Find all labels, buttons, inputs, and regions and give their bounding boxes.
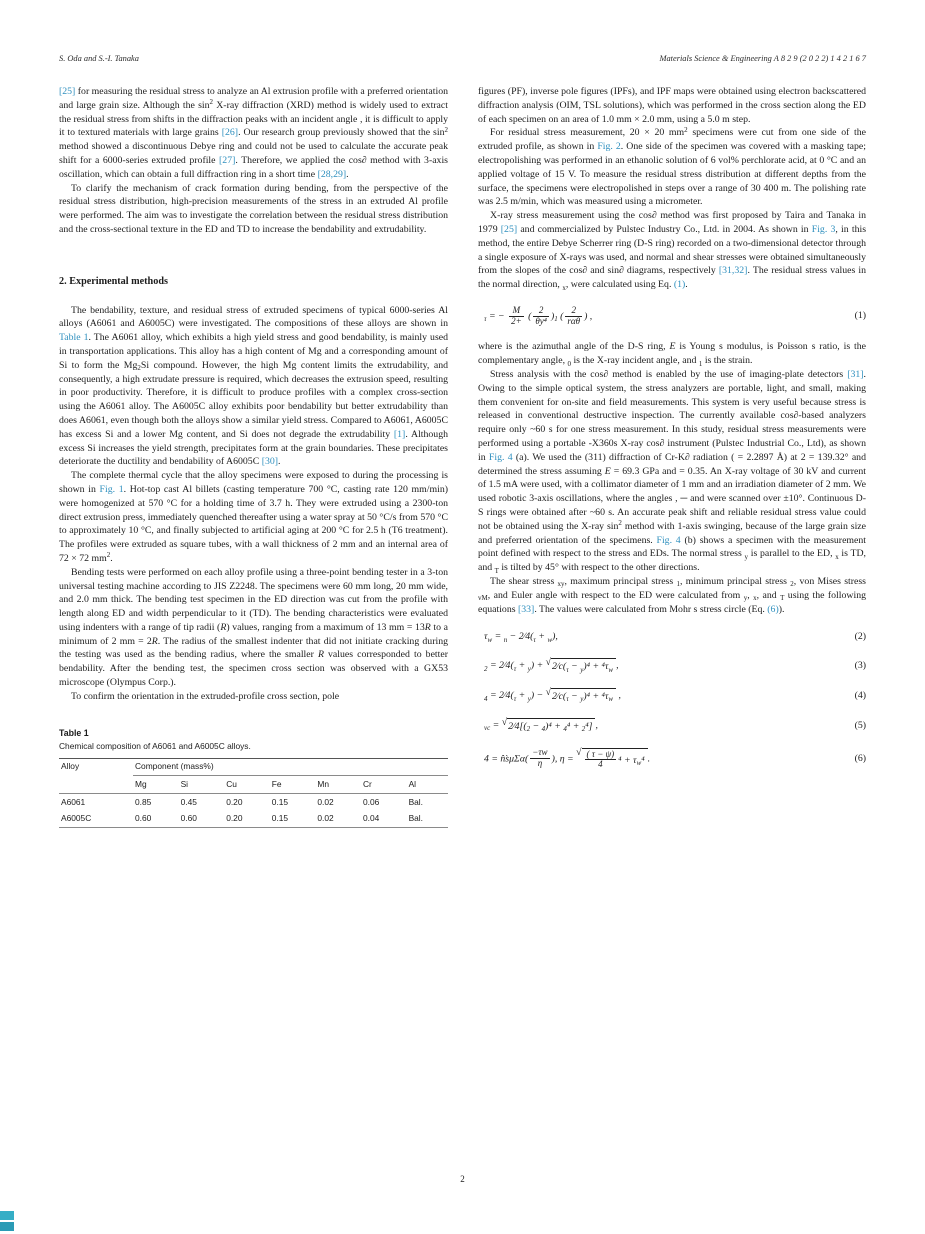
paragraph: The bendability, texture, and residual stress of extruded specimens of typical 6000-series Al alloys (A6061 and A6005C) were investigated. The compositions of these alloys are shown in Table 1. The A6061 alloy, which exhibits a high yield stress and good bendability, is mainly used in transportation applications. This alloy has a high content of Mg and a corresponding amount of Si to form the $Mg_2Si$ compound. However, the high Mg content limits the extrudability, and consequently, a high extrudate pressure is required, which decreases the extrusion speed, resulting in poor productivity. Therefore, it is difficult to produce profiles with a complex cross-section using the A6061 alloy. The A6005C alloy exhibits poor bendability but better extrudability than does A6061, even though both the alloys show a similar yield stress. Compared to A6061, A6005C has excess Si and a lower Mg content, and Si does not degrade the extrudability [1]. Although excess Si increases the yield strength, precipitates form at the grain boundaries. These precipitates deteriorate the ductility and bendability of A6005C [30]. [59,304,449,468]
equation-number: (6) [854,752,866,764]
section-heading: 2. Experimental methods [59,275,168,287]
citation-link[interactable]: [25] [500,223,518,235]
equation-number: (5) [854,719,866,731]
citation-link[interactable]: [30] [261,456,279,468]
paragraph: Bending tests were performed on each alloy profile using a three-point bending tester in a 3-ton universal testing machine according to JIS Z2248. The specimens were 60 mm long, 20 mm wide, and 2.0 mm thick. The bending test specimen in the ED direction was cut from the profile with length along ED and width perpendicular to it (TD). The bending characteristics were evaluated using indenters with a range of tip radii (R) values, ranging from a maximum of 13 mm = 13R to a minimum of 2 mm = 2R. The radius of the smallest indenter that did not initiate cracking during the testing was used as the bending radius, where the smaller R values corresponded to better bendability. After the bending test, the specimen cross section was observed with a GX53 microscope (Olympus Corp.). [59,566,448,689]
equation [478,630,866,644]
table-cell-value: Bal. [408,813,423,824]
table-cell-alloy: A6061 [61,796,86,807]
citation-link[interactable]: [31] [847,369,864,381]
citation-link[interactable]: [25] [59,86,76,97]
paragraph: X-ray stress measurement using the cos∂ method was first proposed by Taira and Tanaka in 1979 [25] and commercialized by Pulstec Industry Co., Ltd. in 2004. As shown in Fig. 3, in this method, the entire Debye Scherrer ring (D-S ring) recorded on a two-dimensional detector through a single exposure of X-rays was used, and normal and shear stresses were obtained simultaneously from the slopes of the cos∂ and sin∂ diagrams, respectively [31,32]. The residual stress values in the normal direction, $_x$, were calculated using Eq. (1). [478,210,867,292]
paragraph: figures (PF), inverse pole figures (IPFs), and IPF maps were obtained using electron backscattered diffraction analysis (OIM, TSL solutions), which was performed in the cross section along the ED of each specimen on an area of 1.0 mm × 2.0 mm, using a 5.0 m step. [478,86,866,125]
paragraph: For residual stress measurement, 20 × 20 $mm^2$ specimens were cut from one side of the extruded profile, as shown in Fig. 2. One side of the specimen was covered with a masking tape; electropolishing was performed in an ethanolic solution of 6 vol% perchlorate acid, at 0 °C and an applied voltage of 15 V. To measure the residual stress distribution at different depths from the surface, the specimens were electropolished in steps over a range of 30 400 m. The polishing rate was 2.5 m/min, which was measured using a micrometer. [478,125,866,208]
corner-marker-bottom [0,1222,14,1231]
citation-link[interactable]: [28,29] [317,168,347,180]
table-row [59,794,448,811]
table-cell-value: 0.04 [362,813,380,824]
paragraph: [25] for measuring the residual stress to analyze an Al extrusion profile with a preferred orientation and large grain size. Although the $\sin^2 X-ray$ diffraction (XRD) method is widely used to extract the residual stress from shifts in the diffraction peaks with an incident angle , it is difficult to apply it to textured materials with large grains [26]. Our research group previously showed that the $\sin^2$ method showed a discontinuous Debye ring and could not be used to calculate the accurate peak shift for a 6000-series extruded profile [27]. Therefore, we applied the cos∂ method with 3-axis oscillation, which can obtain a full diffraction ring in a short time [28,29]. [59,86,448,180]
table-column-header: Cr [361,776,407,794]
equation [478,718,866,734]
table-header-alloy: Alloy [59,758,133,793]
equation-body: $\tau_w = _n$ − $2∕4(_\tau + _w)$, [484,631,558,644]
corner-marker-top [0,1211,14,1220]
table-1-grid [59,758,448,829]
table-column-header: Fe [270,776,316,794]
citation-link[interactable]: Fig. 1 [99,483,124,495]
equation-body: $_{vc}$ = √ $2∕4[(_2 - _4)^4 + _4^4 + _2^4]$ , [484,716,598,734]
table-cell-alloy: A6005C [61,813,92,824]
table-cell-value: 0.02 [317,813,334,824]
table-label: Table 1 [59,727,89,738]
paragraph: where is the azimuthal angle of the D-S ring, E is Young s modulus, is Poisson s ratio, is the complementary angle, $_0$ is the X-ray incident angle, and $_1$ is the strain. [478,341,866,368]
table-row [59,811,448,828]
paragraph: To confirm the orientation in the extruded-profile cross section, pole [71,690,340,702]
equation-body: $_4 = 2∕4(_\tau + _y)$ − √ $2∕c(_\tau - _y)^4 + ^4\tau_w$ , [484,686,621,704]
equation [478,658,866,674]
table-cell-value: 0.06 [362,796,380,807]
table-column-header: Al [407,776,448,794]
table-cell-value: 0.15 [271,796,289,807]
paragraph: To clarify the mechanism of crack formation during bending, from the perspective of the residual stress distribution, high-precision measurements of the stress in an extruded Al profile were performed. The aim was to investigate the correlation between the residual stress distribution and the cross-sectional texture in the ED and TD to increase the bendability and extrudability. [59,182,448,235]
header-journal: Materials Science & Engineering A 8 2 9 (2 0 2 2) 1 4 2 1 6 7 [659,54,866,63]
citation-link[interactable]: (6) [767,603,779,615]
equation-body: 4 = n̂s̀μΣα( $\frac{-\tau w}{\eta}$ ), η = √ $\frac{( \tau - \psi)}{4}$ $^4 + \tau_w^4$ . [484,746,651,770]
equation [478,748,866,770]
table-1 [59,728,448,829]
equation-number: (2) [854,631,866,643]
citation-link[interactable]: Fig. 4 [656,534,681,546]
equation-body: $_\tau$ = − $\frac{M}{2+}$ ( $\frac{2}{\text{θy⁴}}$ )$_1$ ( $\frac{2}{\text{rαθ}}$ ) , [484,304,593,326]
table-column-header: Cu [224,776,270,794]
citation-link[interactable]: Fig. 2 [597,141,621,153]
citation-link[interactable]: Fig. 4 [488,451,513,463]
table-cell-value: 0.45 [180,796,197,807]
paragraph: Stress analysis with the cos∂ method is enabled by the use of imaging-plate detectors [31]. Owing to the simple optical system, the stress analyzers are portable, light, and small, making them convenient for on-site and field measurements. This system is very useful because stress is released in conventional destructive inspection. The currently available cos∂-based analyzers require only ~60 s for one stress measurement. In this study, residual stress measurements were performed using a portable -X360s X-ray cos∂ instrument (Pulstec Industrial Co., Ltd), as shown in Fig. 4 (a). We used the (311) diffraction of Cr-K∂ radiation ( = 2.2897 Å) at 2 = 139.32° and determined the stress assuming E = 69.3 GPa and = 0.35. An X-ray voltage of 30 kV and current of 1.5 mA were used, with a collimator diameter of 1 mm and an irradiation diameter of 2 mm. We used robotic 3-axis oscillations, where the angles , ─ and were scanned over ±10°. Continuous D-S rings were obtained after ~60 s. An accurate peak shift and reliable residual stress value could not be obtained using the X-ray $\sin^2$ method with 1-axis swinging, because of the large grain size and preferred orientation of the specimens. Fig. 4 (b) shows a specimen with the measurement point defined with respect to the stress and EDs. The normal stress $_y$ is parallel to the ED, $_x$ is TD, and $_T$ is tilted by 45° with respect to the other directions. [478,369,867,575]
citation-link[interactable]: [33] [518,603,535,615]
table-column-header: Mg [133,776,179,794]
right-column [478,85,866,784]
equation [478,306,866,326]
citation-link[interactable]: [26] [221,127,239,139]
equation-body: $_2 = 2∕4(_\tau + _y)$ + √ $2∕c(_\tau - _y)^4 + ^4\tau_w$ , [484,657,619,674]
equation-number: (4) [854,689,866,701]
table-cell-value: 0.60 [180,813,197,824]
page-header [59,54,866,63]
equation-number: (1) [854,310,866,322]
table-cell-value: 0.20 [226,796,243,807]
citation-link[interactable]: [27] [219,154,236,166]
table-column-header: Si [179,776,225,794]
paragraph: The complete thermal cycle that the alloy specimens were exposed to during the processing is shown in Fig. 1. Hot-top cast Al billets (casting temperature 700 °C, casting rate 120 mm/min) were homogenized at 570 °C for a holding time of 3.7 h. They were extruded using a 2300-ton direct extrusion press, immediately quenched thereafter using a water spray at 50 °C/s from 570 °C to approximately 10 °C, and finally subjected to artificial aging at 200 °C for 2.5 h (T6 treatment). The profiles were extruded as square tubes, with a wall thickness of 2 mm and an internal area of 72 × 72 $mm^2$. [59,470,448,564]
table-cell-value: 0.02 [317,796,334,807]
table-header-group: Component (mass%) [133,758,448,776]
header-authors: S. Oda and S.-I. Tanaka [59,54,139,63]
citation-link[interactable]: Fig. 3 [811,223,836,235]
equation-number: (3) [854,660,866,672]
equation [478,688,866,704]
citation-link[interactable]: (1) [673,279,686,291]
table-caption: Chemical composition of A6061 and A6005C alloys. [59,741,251,752]
paragraph: The shear stress $_{xy}$, maximum principal stress $_1$, minimum principal stress $_2$, von Mises stress $_{vM}$, and Euler angle with respect to the ED were calculated from $_y$, $_x$, and $_T$ using the following equations [33]. The values were calculated from Mohr s stress circle (Eq. (6)). [478,575,866,615]
table-cell-value: Bal. [408,796,423,807]
left-column [59,85,448,828]
table-cell-value: 0.20 [226,813,243,824]
table-cell-value: 0.85 [135,796,152,807]
citation-link[interactable]: [31,32] [718,265,748,277]
table-column-header: Mn [315,776,361,794]
table-cell-value: 0.60 [135,813,152,824]
citation-link[interactable]: Table 1 [59,332,89,344]
page-number: 2 [460,1174,465,1184]
table-cell-value: 0.15 [271,813,289,824]
citation-link[interactable]: [1] [393,428,406,440]
